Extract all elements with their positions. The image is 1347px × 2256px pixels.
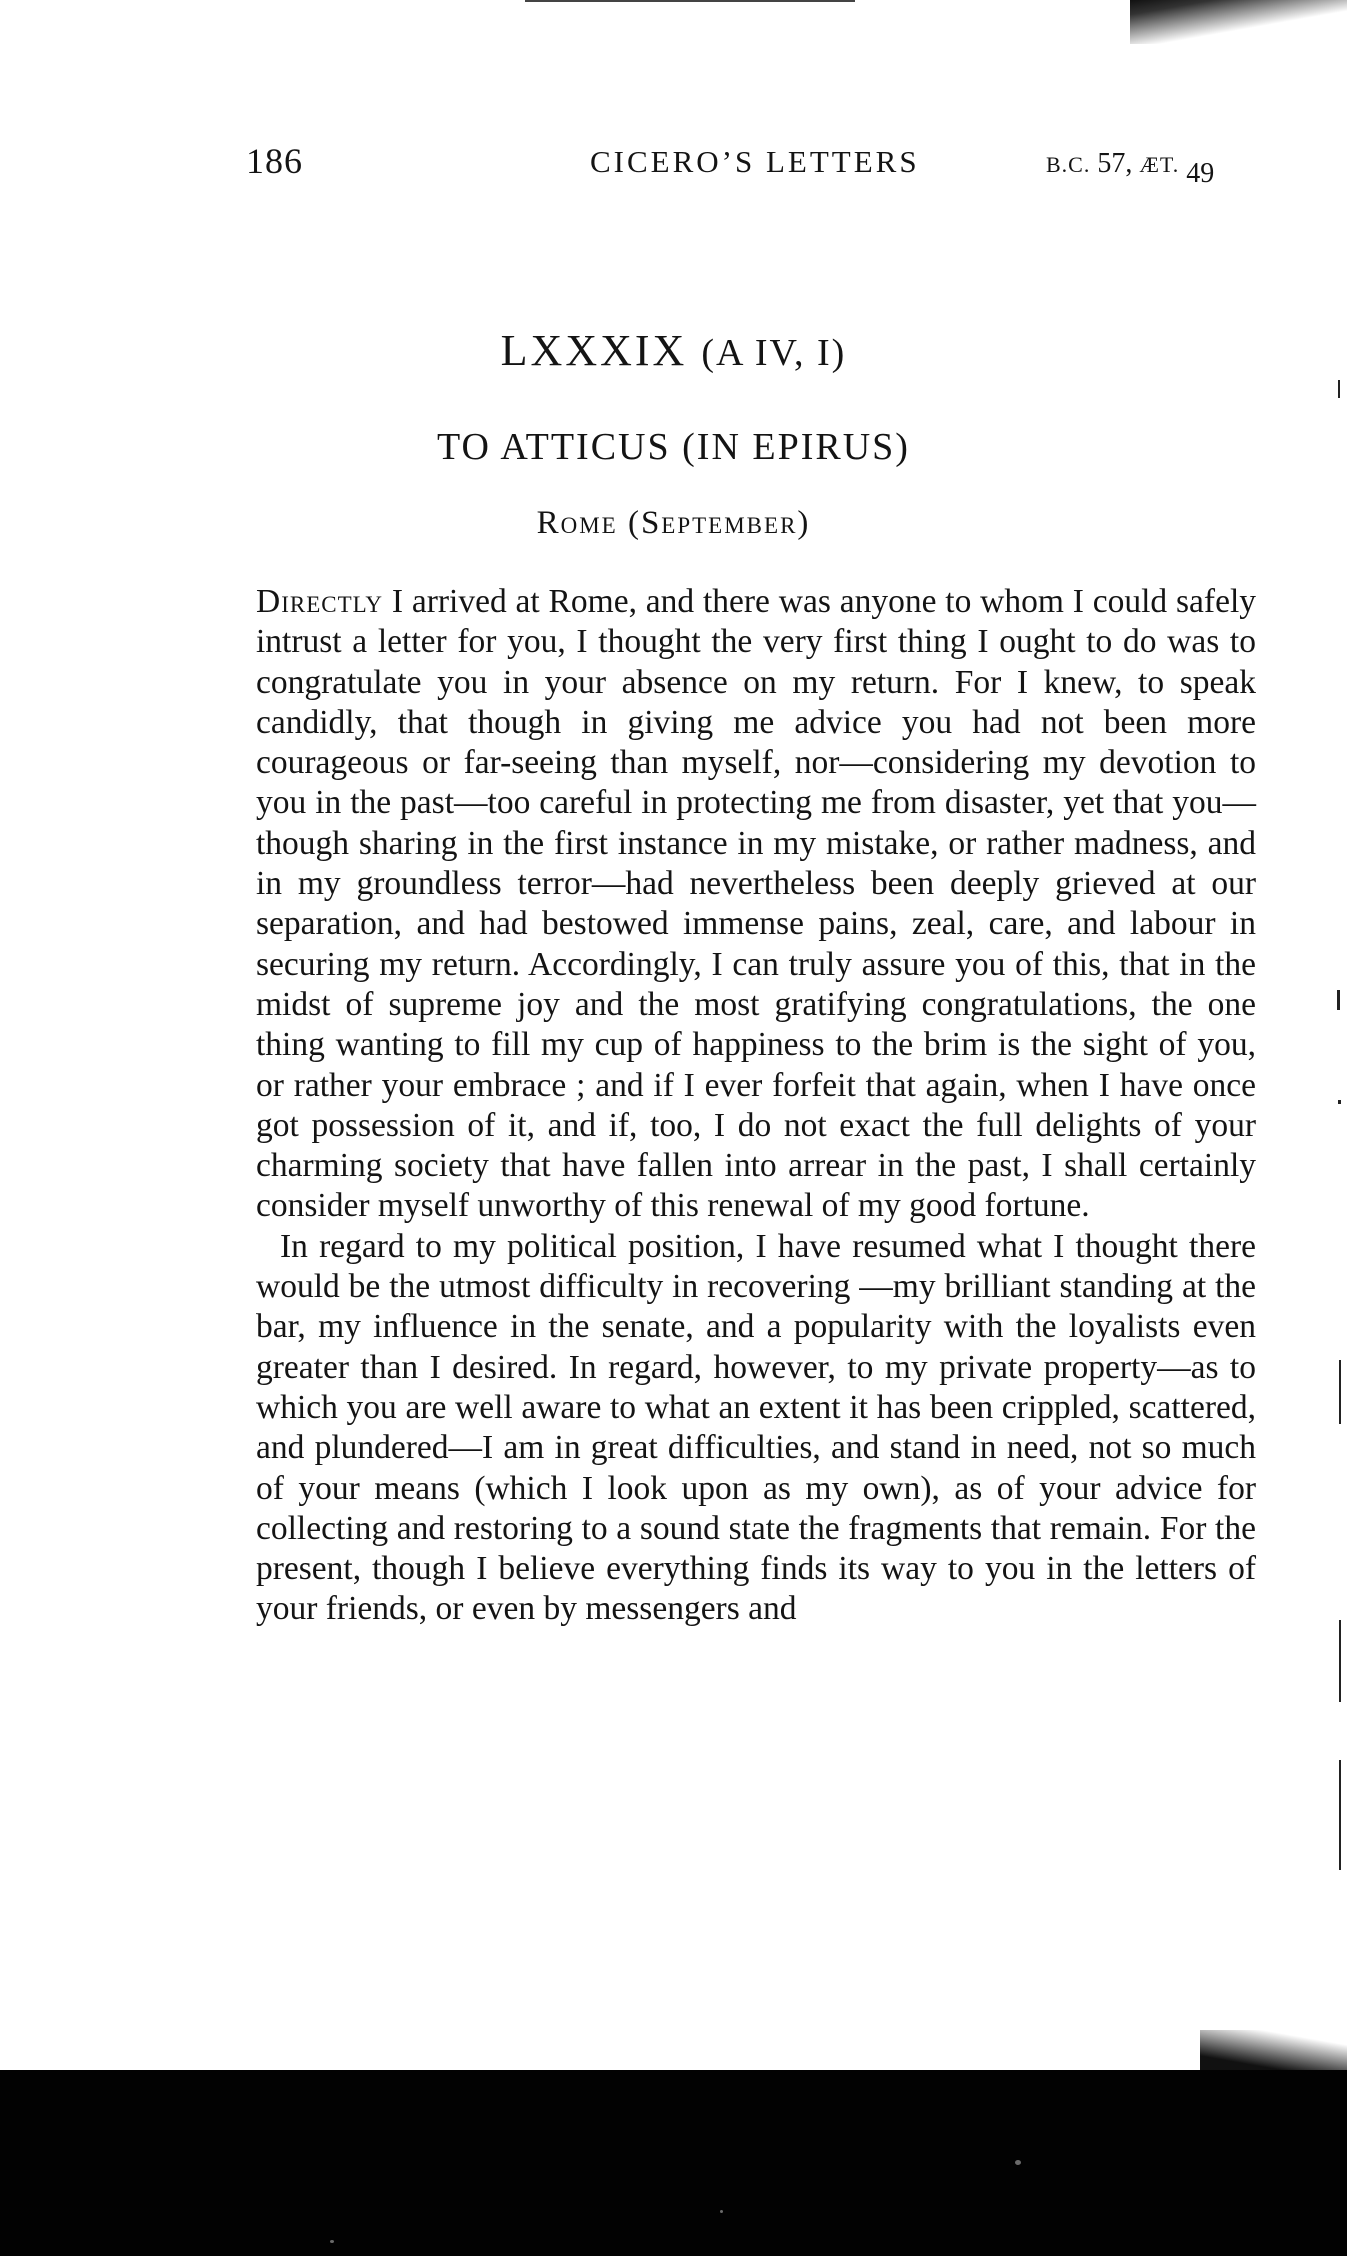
scan-speck: [330, 2240, 334, 2243]
letter-reference: (A IV, I): [701, 332, 847, 374]
paragraph-1: [256, 582, 1256, 1227]
lead-word: Directly: [256, 583, 383, 620]
margin-mark: [1339, 1760, 1341, 1870]
scan-speck: [1015, 2160, 1021, 2165]
paragraph-2: [256, 1227, 1256, 1630]
margin-mark: [1337, 990, 1340, 1010]
running-date: [1046, 148, 1215, 189]
letter-place: Rome (September): [536, 505, 811, 541]
margin-mark: [1338, 380, 1340, 398]
scan-speck: [720, 2210, 723, 2213]
paragraph-1-text: I arrived at Rome, and there was anyone to whom I could safely intrust a letter for you, I thought the very first thing I ought to do was to congratulate you in your absence on my return. For I knew, to speak candidly, that though in giving me advice you had not been more courageous or far-seeing than myself, nor—considering my devotion to you in the past—too careful in protecting me from disaster, yet that you—though sharing in the first instance in my mistake, or rather madness, and in my groundless terror—had nevertheless been deeply grieved at our separation, and had bestowed immense pains, zeal, care, and labour in securing my return. Accordingly, I can truly assure you of this, that in the midst of supreme joy and the most gratifying congratulations, the one thing wanting to fill my cup of happiness to the brim is the sight of you, or rather your embrace ; and if I ever forfeit that again, when I have once got possession of it, and if, too, I do not exact the full delights of your charming society that have fallen into arrear in the past, I shall certainly consider myself unworthy of this renewal of my good fortune.: [256, 583, 1256, 1225]
scan-smudge-top: [1130, 0, 1347, 44]
age-label: ÆT.: [1139, 152, 1180, 177]
letter-heading: [0, 325, 1347, 376]
running-title: CICERO’S LETTERS: [590, 144, 920, 179]
top-rule: [525, 0, 855, 2]
letter-addressee: TO ATTICUS (IN EPIRUS): [437, 426, 910, 468]
scan-shadow-bottom: [0, 2070, 1347, 2256]
paragraph-2-text: In regard to my political position, I have resumed what I thought there would be the utmost difficulty in recovering —my brilliant standing at the bar, my influence in the senate, and a popularity with the loyalists even greater than I desired. In regard, however, to my private property—as to which you are well aware to what an extent it has been crippled, scattered, and plundered—I am in great difficulties, and stand in need, not so much of your means (which I look upon as my own), as of your advice for collecting and restoring to a sound state the fragments that remain. For the present, though I believe everything finds its way to you in the letters of your friends, or even by messengers and: [256, 1227, 1256, 1628]
letter-body: [256, 582, 1256, 1630]
age-number: 49: [1186, 158, 1215, 189]
margin-mark: [1339, 1360, 1341, 1424]
year: 57,: [1097, 148, 1133, 179]
margin-mark: [1339, 1620, 1341, 1702]
era-label: B.C.: [1046, 152, 1091, 177]
running-head: [246, 140, 1256, 190]
letter-number: LXXXIX: [500, 326, 688, 375]
margin-mark: [1338, 1100, 1341, 1104]
page-number: 186: [246, 141, 303, 181]
